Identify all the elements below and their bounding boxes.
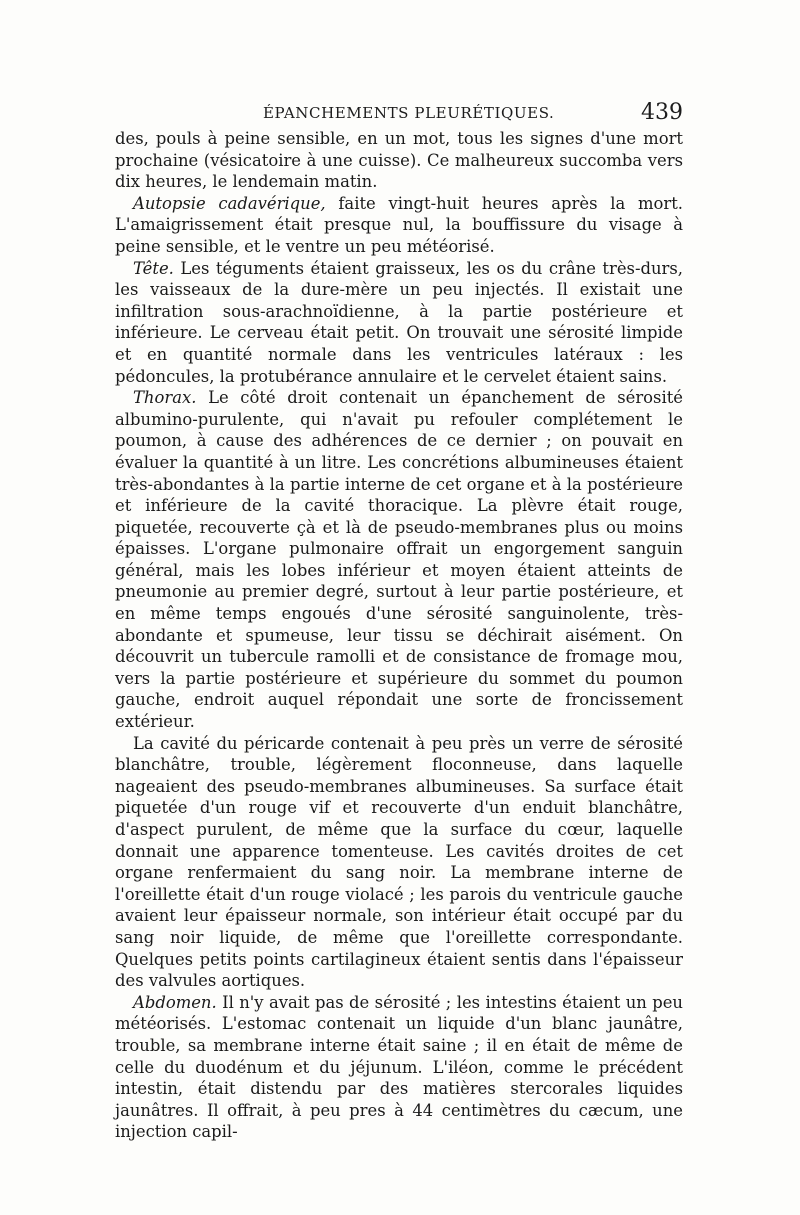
paragraph-text: Il n'y avait pas de sérosité ; les intestins étaient un peu météorisés. L'estomac contenait un liquide d'un blanc jaunâtre, trouble, sa membrane interne était saine ; il en était de même de celle du duodénum et du jéjunum. L'iléon, comme le précédent intestin, était distendu par des matières stercorales liquides jaunâtres. Il offrait, à peu pres à 44 centimètres du cæcum, une injection capil-	[115, 992, 683, 1142]
page-number: 439	[641, 100, 683, 125]
paragraph-tete	[115, 258, 683, 388]
paragraph-text: faite vingt-huit heures après la mort. L'amaigrissement était presque nul, la bouffissure du visage à peine sensible, et le ventre un peu météorisé.	[115, 193, 683, 256]
body-text	[115, 128, 683, 1143]
paragraph-pericarde	[115, 733, 683, 992]
paragraph-text: Les téguments étaient graisseux, les os du crâne très-durs, les vaisseaux de la dure-mère un peu injectés. Il existait une infiltration sous-arachnoïdienne, à la partie postérieure et inférieure. Le cerveau était petit. On trouvait une sérosité limpide et en quantité normale dans les ventricules latéraux : les pédoncules, la protubérance annulaire et le cervelet étaient sains.	[115, 258, 683, 386]
paragraph-autopsie	[115, 193, 683, 258]
page-header	[115, 100, 683, 130]
paragraph-text: Le côté droit contenait un épanchement de sérosité albumino-purulente, qui n'avait pu refouler complétement le poumon, à cause des adhérences de ce dernier ; on pouvait en évaluer la quantité à un litre. Les concrétions albumineuses étaient très-abondantes à la partie interne de cet organe et à la postérieure et inférieure de la cavité thoracique. La plèvre était rouge, piquetée, recouverte çà et là de pseudo-membranes plus ou moins épaisses. L'organe pulmonaire offrait un engorgement sanguin général, mais les lobes inférieur et moyen étaient atteints de pneumonie au premier degré, surtout à leur partie postérieure, et en même temps engoués d'une sérosité sanguinolente, très-abondante et spumeuse, leur tissu se déchirait aisément. On découvrit un tubercule ramolli et de consistance de fromage mou, vers la partie postérieure et supérieure du sommet du poumon gauche, endroit auquel répondait une sorte de froncissement extérieur.	[115, 388, 683, 732]
section-lead-abdomen: Abdomen.	[133, 992, 217, 1012]
section-lead-thorax: Thorax.	[133, 388, 197, 408]
paragraph-text: des, pouls à peine sensible, en un mot, tous les signes d'une mort prochaine (vésicatoire à une cuisse). Ce malheureux succomba vers dix heures, le lendemain matin.	[115, 129, 683, 192]
section-lead-tete: Tête.	[133, 258, 174, 278]
paragraph-text: La cavité du péricarde contenait à peu près un verre de sérosité blanchâtre, trouble, légèrement floconneuse, dans laquelle nageaient des pseudo-membranes albumineuses. Sa surface était piquetée d'un rouge vif et recouverte d'un enduit blanchâtre, d'aspect purulent, de même que la surface du cœur, laquelle donnait une apparence tomenteuse. Les cavités droites de cet organe renfermaient du sang noir. La membrane interne de l'oreillette était d'un rouge violacé ; les parois du ventricule gauche avaient leur épaisseur normale, son intérieur était occupé par du sang noir liquide, de même que l'oreillette correspondante. Quelques petits points cartilagineux étaient sentis dans l'épaisseur des valvules aortiques.	[115, 733, 683, 991]
paragraph-continuation	[115, 128, 683, 193]
section-lead-autopsie: Autopsie cadavérique,	[133, 193, 326, 213]
paragraph-thorax	[115, 387, 683, 733]
running-title: ÉPANCHEMENTS PLEURÉTIQUES.	[263, 104, 555, 122]
paragraph-abdomen	[115, 992, 683, 1143]
